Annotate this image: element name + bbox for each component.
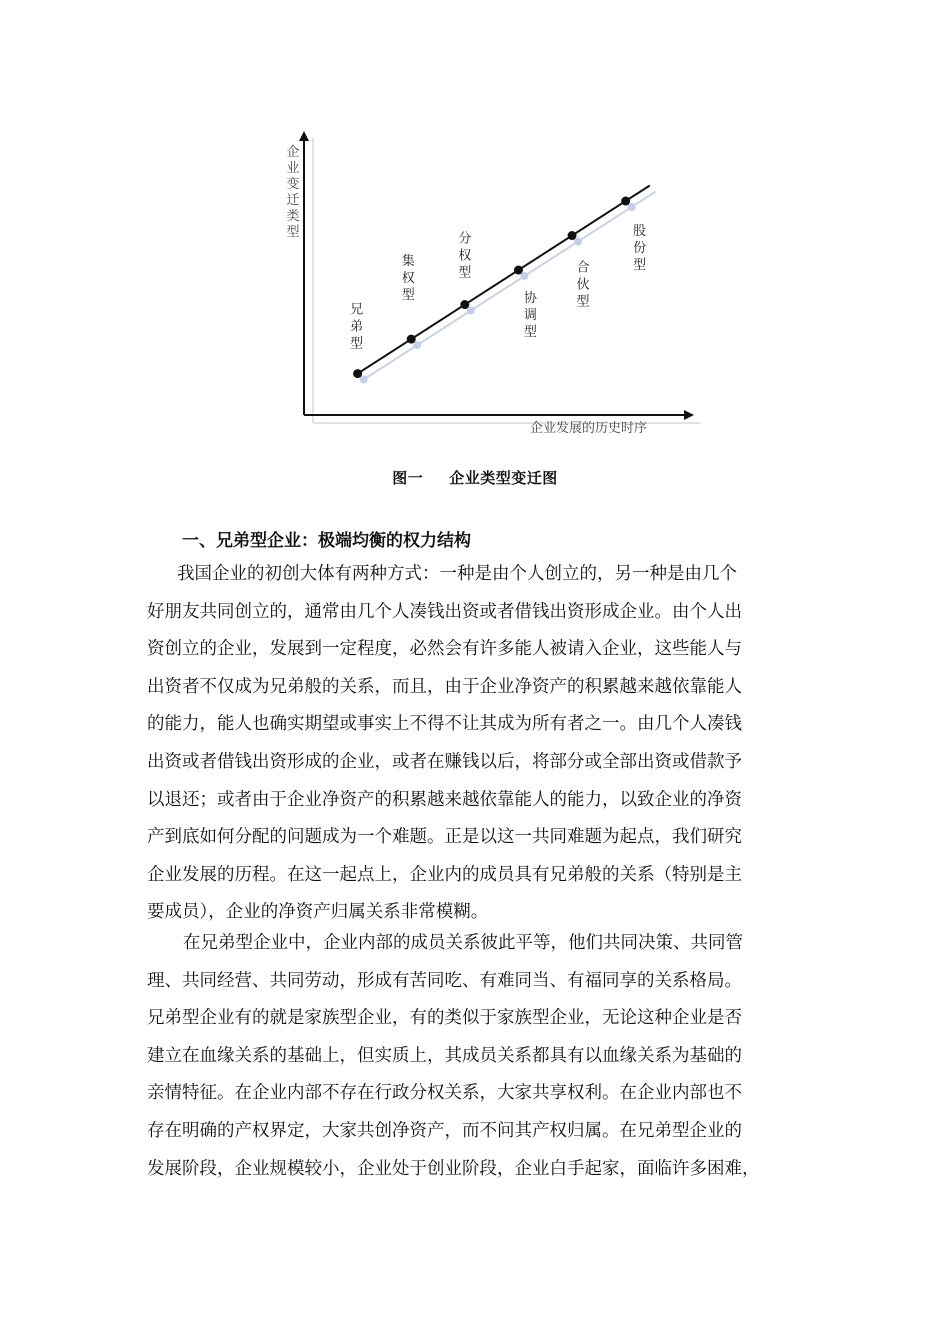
data-point bbox=[460, 300, 469, 309]
paragraph-line: 我国企业的初创大体有两种方式：一种是由个人创立的，另一种是由几个 bbox=[177, 564, 737, 584]
x-axis-arrow bbox=[684, 410, 694, 420]
data-point bbox=[407, 335, 416, 344]
caption-title: 企业类型变迁图 bbox=[449, 469, 558, 487]
paragraph-line: 建立在血缘关系的基础上，但实质上，其成员关系都具有以血缘关系为基础的 bbox=[147, 1045, 742, 1066]
paragraph-line: 在兄弟型企业中，企业内部的成员关系彼此平等，他们共同决策、共同管 bbox=[183, 933, 743, 953]
paragraph-line: 出资或者借钱出资形成的企业，或者在赚钱以后，将部分或全部出资或借款予 bbox=[147, 751, 742, 772]
paragraph-line: 好朋友共同创立的，通常由几个人凑钱出资或者借钱出资形成企业。由个人出 bbox=[147, 601, 742, 622]
data-point bbox=[568, 231, 577, 240]
paragraph-line: 存在明确的产权界定，大家共创净资产，而不问其产权归属。在兄弟型企业的 bbox=[147, 1120, 742, 1141]
caption-number: 图一 bbox=[392, 469, 424, 487]
paragraph-line: 出资者不仅成为兄弟般的关系，而且，由于企业净资产的积累越来越依靠能人 bbox=[147, 676, 742, 697]
paragraph-line: 要成员），企业的净资产归属关系非常模糊。 bbox=[147, 902, 489, 923]
point-label: 协调型 bbox=[523, 291, 537, 341]
y-axis-label: 企业变迁类型 bbox=[286, 145, 300, 240]
data-point-shadow bbox=[520, 272, 528, 280]
enterprise-type-chart bbox=[260, 120, 710, 450]
data-point-shadow bbox=[413, 341, 421, 349]
data-point-shadow bbox=[574, 238, 582, 246]
point-label: 分权型 bbox=[458, 231, 472, 281]
paragraph-line: 企业发展的历程。在这一起点上，企业内的成员具有兄弟般的关系（特别是主 bbox=[147, 864, 742, 885]
x-axis-label: 企业发展的历史时序 bbox=[530, 421, 648, 436]
data-point-shadow bbox=[628, 203, 636, 211]
data-point-shadow bbox=[360, 376, 368, 384]
paragraph-line: 资创立的企业，发展到一定程度，必然会有许多能人被请入企业，这些能人与 bbox=[147, 639, 742, 660]
point-label: 集权型 bbox=[401, 254, 415, 304]
paragraph-line: 以退还；或者由于企业净资产的积累越来越依靠能人的能力，以致企业的净资 bbox=[147, 789, 742, 810]
paragraph-line: 亲情特征。在企业内部不存在行政分权关系，大家共享权利。在企业内部也不 bbox=[147, 1083, 742, 1104]
paragraph-2 bbox=[147, 925, 827, 1188]
paragraph-line: 发展阶段，企业规模较小，企业处于创业阶段，企业白手起家，面临许多困难， bbox=[147, 1158, 760, 1179]
figure-caption bbox=[0, 467, 950, 488]
paragraph-line: 的能力，能人也确实期望或事实上不得不让其成为所有者之一。由几个人凑钱 bbox=[147, 714, 742, 735]
data-point bbox=[621, 197, 630, 206]
data-point bbox=[514, 266, 523, 275]
paragraph-line: 理、共同经营、共同劳动，形成有苦同吃、有难同当、有福同享的关系格局。 bbox=[147, 970, 742, 991]
paragraph-1 bbox=[147, 556, 827, 932]
paragraph-line: 产到底如何分配的问题成为一个难题。正是以这一共同难题为起点，我们研究 bbox=[147, 827, 742, 848]
data-point-shadow bbox=[467, 307, 475, 315]
paragraph-line: 兄弟型企业有的就是家族型企业，有的类似于家族型企业，无论这种企业是否 bbox=[147, 1008, 742, 1029]
point-label: 股份型 bbox=[633, 224, 647, 274]
data-point bbox=[353, 369, 362, 378]
point-label: 兄弟型 bbox=[350, 302, 364, 352]
chart-canvas bbox=[260, 120, 710, 450]
y-axis-arrow bbox=[299, 131, 309, 141]
point-label: 合伙型 bbox=[576, 260, 590, 310]
section-heading: 一、兄弟型企业：极端均衡的权力结构 bbox=[182, 531, 471, 551]
